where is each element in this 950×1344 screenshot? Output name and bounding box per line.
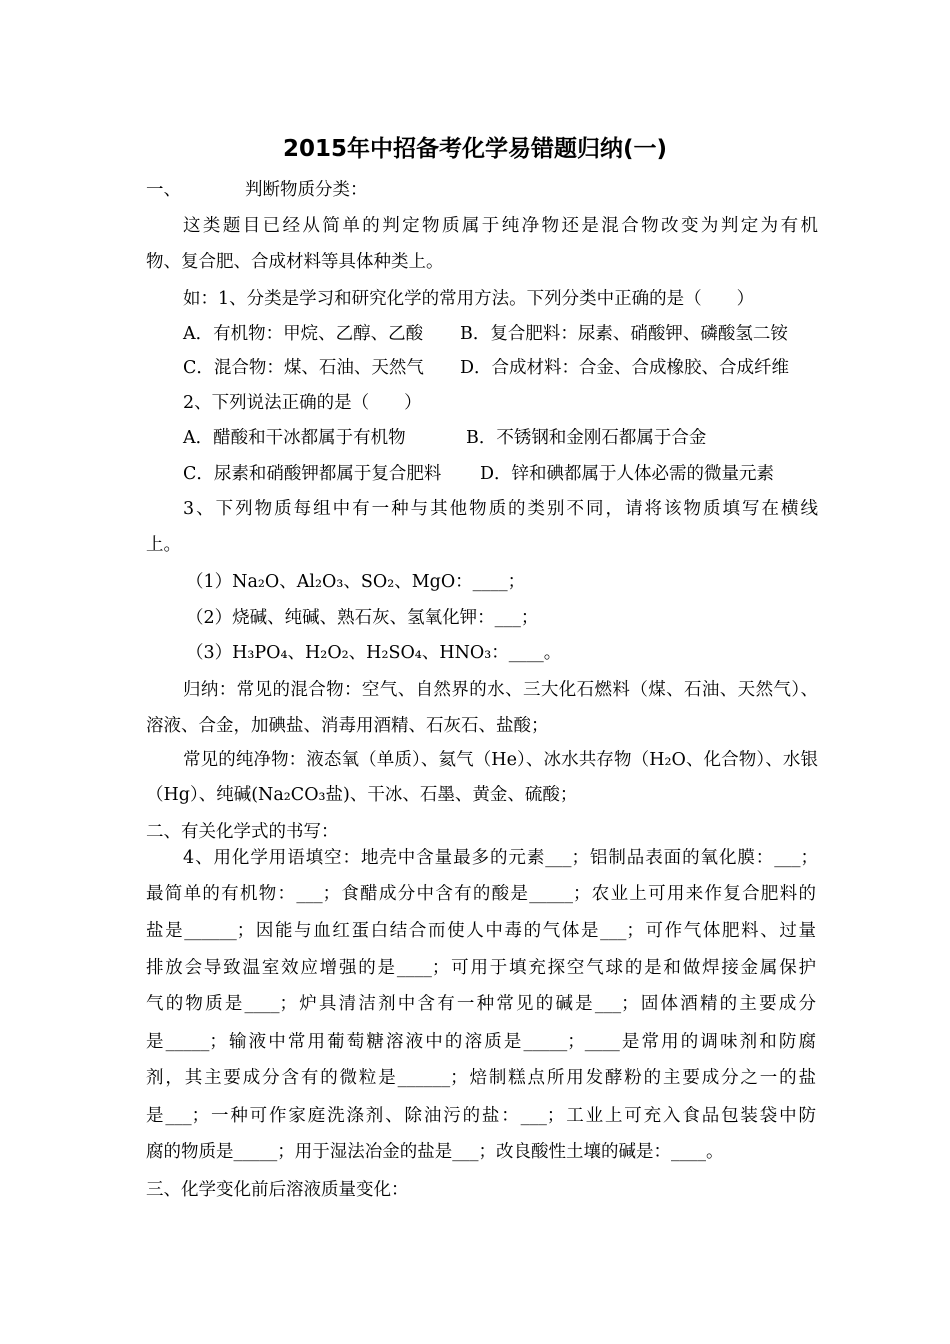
question-2: 2、下列说法正确的是（ ） <box>183 393 422 413</box>
option-1c: C．混合物：煤、石油、天然气 <box>183 358 424 378</box>
question-1-options-cd <box>183 356 823 380</box>
question-2-options-ab <box>183 426 823 450</box>
question-4-line-6: 是_____；输液中常用葡萄糖溶液中的溶质是_____；____是常用的调味剂和防腐 <box>146 1032 816 1052</box>
option-2b: B．不锈钢和金刚石都属于合金 <box>466 428 707 448</box>
option-1b: B．复合肥料：尿素、硝酸钾、磷酸氢二铵 <box>460 324 788 344</box>
question-1-options-ab <box>183 322 823 346</box>
document-title: 2015年中招备考化学易错题归纳(一) <box>282 136 668 162</box>
question-3-item-2: （2）烧碱、纯碱、熟石灰、氢氧化钾：___； <box>186 608 539 628</box>
question-4-line-7: 剂，其主要成分含有的微粒是______；焙制糕点所用发酵粉的主要成分之一的盐 <box>146 1068 816 1088</box>
intro-line-2: 物、复合肥、合成材料等具体种类上。 <box>146 252 444 272</box>
option-2c: C．尿素和硝酸钾都属于复合肥料 <box>183 464 442 484</box>
section-1-title: 判断物质分类： <box>245 180 368 200</box>
question-3-item-1: （1）Na₂O、Al₂O₃、SO₂、MgO：____； <box>186 572 526 592</box>
intro-line-1: 这类题目已经从简单的判定物质属于纯净物还是混合物改变为判定为有机 <box>183 216 818 236</box>
question-1: 如：1、分类是学习和研究化学的常用方法。下列分类中正确的是（ ） <box>183 289 755 309</box>
option-1d: D．合成材料：合金、合成橡胶、合成纤维 <box>460 358 790 378</box>
option-2d: D．锌和碘都属于人体必需的微量元素 <box>480 464 775 484</box>
question-4-line-5: 气的物质是____；炉具清洁剂中含有一种常见的碱是___；固体酒精的主要成分 <box>146 994 816 1014</box>
summary-pure-line-1: 常见的纯净物：液态氧（单质）、氦气（He）、冰水共存物（H₂O、化合物）、水银 <box>183 750 818 770</box>
summary-pure-line-2: （Hg）、纯碱(Na₂CO₃盐)、干冰、石墨、黄金、硫酸； <box>146 785 578 805</box>
option-2a: A．醋酸和干冰都属于有机物 <box>183 428 406 448</box>
question-2-options-cd <box>183 462 823 486</box>
question-4-line-2: 最简单的有机物：___；食醋成分中含有的酸是_____；农业上可用来作复合肥料的 <box>146 884 816 904</box>
question-4-line-3: 盐是______；因能与血红蛋白结合而使人中毒的气体是___；可作气体肥料、过量 <box>146 921 816 941</box>
section-1-heading <box>146 178 816 202</box>
question-4-line-1: 4、用化学用语填空：地壳中含量最多的元素___；铝制品表面的氧化膜：___； <box>183 848 818 868</box>
option-1a: A．有机物：甲烷、乙醇、乙酸 <box>183 324 424 344</box>
summary-mixtures-line-1: 归纳：常见的混合物：空气、自然界的水、三大化石燃料（煤、石油、天然气）、 <box>183 680 818 700</box>
question-4-line-4: 排放会导致温室效应增强的是____；可用于填充探空气球的是和做焊接金属保护 <box>146 958 816 978</box>
section-1-number: 一、 <box>146 180 181 200</box>
section-3-heading: 三、化学变化前后溶液质量变化： <box>146 1180 409 1200</box>
section-2-heading: 二、有关化学式的书写： <box>146 822 339 842</box>
question-3-line-2: 上。 <box>146 535 181 555</box>
question-4-line-8: 是___；一种可作家庭洗涤剂、除油污的盐：___；工业上可充入食品包装袋中防 <box>146 1106 816 1126</box>
question-4-line-9: 腐的物质是_____；用于湿法冶金的盐是___；改良酸性土壤的碱是：____。 <box>146 1142 724 1162</box>
summary-mixtures-line-2: 溶液、合金，加碘盐、消毒用酒精、石灰石、盐酸； <box>146 716 549 736</box>
question-3-item-3: （3）H₃PO₄、H₂O₂、H₂SO₄、HNO₃：____。 <box>186 643 562 663</box>
question-3-line-1: 3、下列物质每组中有一种与其他物质的类别不同，请将该物质填写在横线 <box>183 499 818 519</box>
